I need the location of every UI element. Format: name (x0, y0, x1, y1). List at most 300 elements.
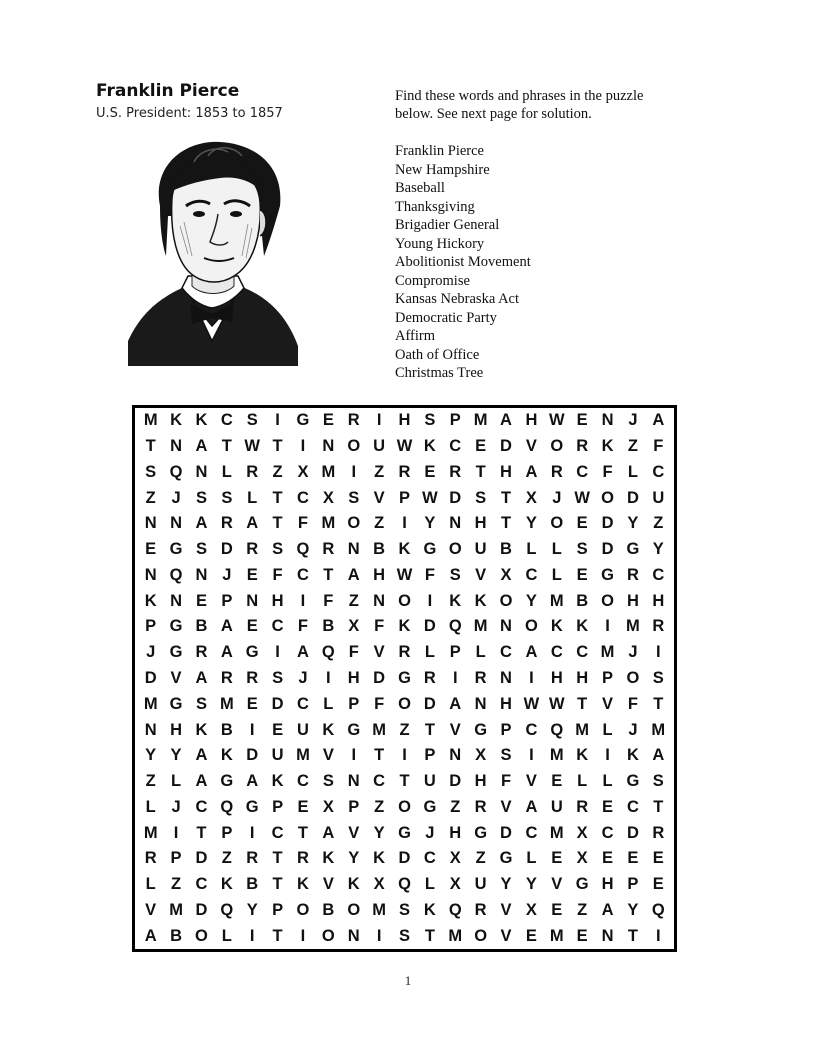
grid-letter[interactable]: I (249, 823, 255, 842)
grid-letter[interactable]: N (449, 514, 462, 533)
grid-letter[interactable]: O (296, 900, 310, 919)
grid-letter[interactable]: E (551, 849, 563, 868)
grid-letter[interactable]: L (526, 540, 537, 559)
grid-letter[interactable]: A (500, 411, 512, 430)
grid-letter[interactable]: F (424, 565, 435, 584)
grid-letter[interactable]: C (297, 772, 309, 791)
grid-letter[interactable]: U (652, 488, 665, 507)
grid-letter[interactable]: C (195, 875, 208, 894)
grid-letter[interactable]: N (347, 772, 360, 791)
grid-letter[interactable]: C (449, 437, 462, 456)
grid-letter[interactable]: D (195, 900, 208, 919)
grid-letter[interactable]: M (321, 462, 336, 481)
grid-letter[interactable]: V (373, 643, 385, 662)
grid-letter[interactable]: J (171, 797, 181, 816)
grid-letter[interactable]: F (348, 643, 359, 662)
grid-letter[interactable]: G (347, 720, 361, 739)
grid-letter[interactable]: X (475, 746, 487, 765)
grid-letter[interactable]: V (500, 900, 512, 919)
grid-letter[interactable]: G (423, 540, 437, 559)
grid-letter[interactable]: K (271, 772, 284, 791)
grid-letter[interactable]: D (449, 772, 462, 791)
grid-letter[interactable]: W (548, 411, 565, 430)
grid-letter[interactable]: E (551, 900, 563, 919)
grid-letter[interactable]: Z (374, 797, 385, 816)
grid-letter[interactable]: T (221, 437, 232, 456)
grid-letter[interactable]: T (272, 875, 283, 894)
grid-letter[interactable]: T (272, 488, 283, 507)
grid-letter[interactable]: Z (272, 462, 283, 481)
grid-letter[interactable]: Q (220, 900, 234, 919)
grid-letter[interactable]: M (143, 694, 158, 713)
grid-letter[interactable]: I (351, 746, 357, 765)
grid-letter[interactable]: G (626, 540, 640, 559)
grid-letter[interactable]: F (374, 617, 385, 636)
grid-letter[interactable]: M (219, 694, 234, 713)
grid-letter[interactable]: V (170, 668, 182, 687)
grid-letter[interactable]: C (525, 720, 538, 739)
grid-letter[interactable]: W (574, 488, 590, 507)
grid-letter[interactable]: H (271, 591, 284, 610)
grid-letter[interactable]: I (275, 411, 280, 430)
grid-letter[interactable]: K (297, 875, 309, 894)
grid-letter[interactable]: K (195, 720, 208, 739)
grid-letter[interactable]: M (169, 900, 183, 919)
grid-letter[interactable]: I (656, 643, 661, 662)
grid-letter[interactable]: N (373, 591, 386, 610)
grid-letter[interactable]: K (576, 746, 589, 765)
grid-letter[interactable]: L (551, 565, 562, 584)
grid-letter[interactable]: E (525, 926, 537, 945)
grid-letter[interactable]: B (195, 617, 208, 636)
grid-letter[interactable]: N (170, 437, 183, 456)
grid-letter[interactable]: Y (170, 746, 182, 765)
grid-letter[interactable]: K (626, 746, 639, 765)
grid-letter[interactable]: E (322, 411, 334, 430)
grid-letter[interactable]: K (601, 437, 614, 456)
grid-letter[interactable]: O (550, 514, 564, 533)
grid-letter[interactable]: P (145, 617, 157, 636)
grid-letter[interactable]: Q (296, 540, 310, 559)
grid-letter[interactable]: A (195, 668, 208, 687)
grid-letter[interactable]: K (170, 411, 183, 430)
grid-letter[interactable]: K (449, 591, 462, 610)
grid-letter[interactable]: P (500, 720, 512, 739)
grid-letter[interactable]: D (500, 823, 512, 842)
grid-letter[interactable]: R (652, 823, 665, 842)
grid-letter[interactable]: A (449, 694, 462, 713)
grid-letter[interactable]: T (475, 462, 486, 481)
grid-letter[interactable]: R (246, 668, 259, 687)
grid-letter[interactable]: N (144, 720, 157, 739)
grid-letter[interactable]: K (322, 849, 335, 868)
grid-letter[interactable]: N (246, 591, 259, 610)
grid-letter[interactable]: V (602, 694, 614, 713)
grid-letter[interactable]: C (525, 565, 538, 584)
grid-letter[interactable]: X (322, 797, 334, 816)
grid-letter[interactable]: M (549, 591, 564, 610)
grid-letter[interactable]: G (169, 617, 183, 636)
grid-letter[interactable]: Z (221, 849, 232, 868)
grid-letter[interactable]: A (144, 926, 157, 945)
grid-letter[interactable]: E (602, 849, 614, 868)
grid-letter[interactable]: E (246, 617, 258, 636)
grid-letter[interactable]: D (601, 514, 614, 533)
grid-letter[interactable]: K (373, 849, 386, 868)
grid-letter[interactable]: Q (321, 643, 335, 662)
grid-letter[interactable]: H (449, 823, 462, 842)
grid-letter[interactable]: T (272, 514, 283, 533)
grid-letter[interactable]: R (246, 462, 259, 481)
grid-letter[interactable]: S (424, 411, 436, 430)
grid-letter[interactable]: C (652, 565, 665, 584)
grid-letter[interactable]: Y (525, 514, 537, 533)
grid-letter[interactable]: I (300, 926, 306, 945)
grid-letter[interactable]: I (605, 746, 610, 765)
grid-letter[interactable]: T (500, 514, 512, 533)
grid-letter[interactable]: N (500, 668, 512, 687)
grid-letter[interactable]: R (246, 849, 259, 868)
grid-letter[interactable]: E (551, 772, 563, 791)
grid-letter[interactable]: G (601, 565, 614, 584)
grid-letter[interactable]: Y (525, 591, 537, 610)
grid-letter[interactable]: G (169, 540, 183, 559)
grid-letter[interactable]: N (449, 746, 462, 765)
grid-letter[interactable]: I (656, 926, 661, 945)
grid-letter[interactable]: J (628, 643, 638, 662)
grid-letter[interactable]: M (143, 823, 158, 842)
grid-letter[interactable]: M (473, 411, 488, 430)
grid-letter[interactable]: O (398, 797, 411, 816)
grid-letter[interactable]: K (398, 617, 411, 636)
grid-letter[interactable]: R (576, 797, 589, 816)
grid-letter[interactable]: J (552, 488, 562, 507)
grid-letter[interactable]: P (398, 488, 410, 507)
grid-letter[interactable]: K (398, 540, 411, 559)
grid-letter[interactable]: Y (424, 514, 436, 533)
grid-letter[interactable]: I (249, 926, 255, 945)
grid-letter[interactable]: P (272, 900, 284, 919)
grid-letter[interactable]: O (499, 591, 513, 610)
grid-letter[interactable]: G (220, 772, 234, 791)
grid-letter[interactable]: U (423, 772, 436, 791)
grid-letter[interactable]: Y (525, 875, 537, 894)
grid-letter[interactable]: F (297, 514, 309, 533)
grid-letter[interactable]: R (297, 849, 309, 868)
grid-letter[interactable]: B (322, 900, 335, 919)
grid-letter[interactable]: U (271, 746, 284, 765)
grid-letter[interactable]: I (173, 823, 179, 842)
grid-letter[interactable]: Y (627, 514, 639, 533)
grid-letter[interactable]: N (144, 565, 157, 584)
grid-letter[interactable]: E (576, 926, 588, 945)
grid-letter[interactable]: S (221, 488, 233, 507)
grid-letter[interactable]: B (576, 591, 589, 610)
grid-letter[interactable]: D (626, 488, 639, 507)
grid-letter[interactable]: D (144, 668, 157, 687)
grid-letter[interactable]: I (402, 514, 407, 533)
grid-letter[interactable]: N (170, 514, 183, 533)
grid-letter[interactable]: N (144, 514, 157, 533)
grid-letter[interactable]: S (398, 926, 410, 945)
grid-letter[interactable]: L (551, 540, 562, 559)
grid-letter[interactable]: H (474, 772, 487, 791)
grid-letter[interactable]: J (628, 720, 638, 739)
grid-letter[interactable]: M (143, 411, 158, 430)
grid-letter[interactable]: R (246, 540, 259, 559)
grid-letter[interactable]: K (550, 617, 563, 636)
grid-letter[interactable]: A (195, 437, 208, 456)
grid-letter[interactable]: N (474, 694, 487, 713)
grid-letter[interactable]: H (373, 565, 386, 584)
grid-letter[interactable]: E (195, 591, 207, 610)
grid-letter[interactable]: L (602, 720, 613, 739)
grid-letter[interactable]: D (398, 849, 411, 868)
grid-letter[interactable]: Y (373, 823, 385, 842)
grid-letter[interactable]: P (272, 797, 284, 816)
grid-letter[interactable]: A (652, 411, 665, 430)
grid-letter[interactable]: Q (398, 875, 411, 894)
grid-letter[interactable]: L (577, 772, 588, 791)
grid-letter[interactable]: M (549, 926, 564, 945)
grid-letter[interactable]: U (297, 720, 309, 739)
grid-letter[interactable]: H (500, 462, 512, 481)
grid-letter[interactable]: G (245, 643, 259, 662)
grid-letter[interactable]: M (575, 720, 590, 739)
grid-letter[interactable]: S (449, 565, 461, 584)
grid-letter[interactable]: D (601, 540, 614, 559)
grid-letter[interactable]: P (221, 823, 233, 842)
grid-letter[interactable]: G (575, 875, 589, 894)
grid-letter[interactable]: D (246, 746, 259, 765)
grid-letter[interactable]: I (529, 746, 534, 765)
grid-letter[interactable]: P (170, 849, 182, 868)
grid-letter[interactable]: L (145, 875, 156, 894)
grid-letter[interactable]: V (551, 875, 563, 894)
grid-letter[interactable]: W (548, 694, 565, 713)
grid-letter[interactable]: O (347, 514, 361, 533)
grid-letter[interactable]: F (500, 772, 512, 791)
grid-letter[interactable]: A (322, 823, 335, 842)
grid-letter[interactable]: M (549, 746, 564, 765)
grid-letter[interactable]: S (500, 746, 512, 765)
grid-letter[interactable]: I (529, 668, 534, 687)
grid-letter[interactable]: M (321, 514, 336, 533)
grid-letter[interactable]: Z (450, 797, 461, 816)
grid-letter[interactable]: V (348, 823, 360, 842)
grid-letter[interactable]: T (627, 926, 638, 945)
grid-letter[interactable]: H (398, 411, 411, 430)
grid-letter[interactable]: P (424, 746, 436, 765)
grid-letter[interactable]: X (576, 823, 588, 842)
grid-letter[interactable]: J (146, 643, 156, 662)
grid-letter[interactable]: V (500, 797, 512, 816)
grid-letter[interactable]: K (322, 720, 335, 739)
grid-letter[interactable]: R (576, 437, 589, 456)
grid-letter[interactable]: X (297, 462, 309, 481)
grid-letter[interactable]: R (449, 462, 462, 481)
grid-letter[interactable]: R (398, 462, 411, 481)
grid-letter[interactable]: S (195, 488, 207, 507)
grid-letter[interactable]: N (500, 617, 512, 636)
grid-letter[interactable]: E (246, 565, 258, 584)
grid-letter[interactable]: T (272, 849, 283, 868)
grid-letter[interactable]: J (171, 488, 181, 507)
grid-letter[interactable]: C (271, 617, 284, 636)
grid-letter[interactable]: F (653, 437, 664, 456)
grid-letter[interactable]: G (398, 823, 411, 842)
grid-letter[interactable]: T (424, 720, 435, 739)
grid-letter[interactable]: B (373, 540, 386, 559)
grid-letter[interactable]: D (373, 668, 386, 687)
grid-letter[interactable]: R (626, 565, 639, 584)
grid-letter[interactable]: H (550, 668, 563, 687)
grid-letter[interactable]: T (297, 823, 309, 842)
grid-letter[interactable]: E (576, 514, 588, 533)
grid-letter[interactable]: C (525, 823, 538, 842)
grid-letter[interactable]: I (452, 668, 458, 687)
grid-letter[interactable]: W (244, 437, 260, 456)
grid-letter[interactable]: R (474, 668, 487, 687)
grid-letter[interactable]: P (348, 694, 360, 713)
grid-letter[interactable]: T (196, 823, 207, 842)
grid-letter[interactable]: G (169, 643, 183, 662)
grid-letter[interactable]: C (576, 643, 589, 662)
grid-letter[interactable]: S (145, 462, 157, 481)
grid-letter[interactable]: F (374, 694, 385, 713)
grid-letter[interactable]: O (601, 591, 614, 610)
grid-letter[interactable]: S (322, 772, 334, 791)
grid-letter[interactable]: F (627, 694, 638, 713)
grid-letter[interactable]: G (398, 668, 411, 687)
grid-letter[interactable]: U (373, 437, 386, 456)
grid-letter[interactable]: T (424, 926, 435, 945)
grid-letter[interactable]: V (145, 900, 157, 919)
grid-letter[interactable]: K (144, 591, 157, 610)
grid-letter[interactable]: H (652, 591, 665, 610)
grid-letter[interactable]: Z (374, 514, 385, 533)
grid-letter[interactable]: V (322, 746, 334, 765)
grid-letter[interactable]: N (195, 462, 208, 481)
grid-letter[interactable]: O (195, 926, 208, 945)
grid-letter[interactable]: J (628, 411, 638, 430)
grid-letter[interactable]: E (246, 694, 258, 713)
grid-letter[interactable]: H (601, 875, 614, 894)
grid-letter[interactable]: C (576, 462, 589, 481)
grid-letter[interactable]: Q (550, 720, 564, 739)
grid-letter[interactable]: U (474, 540, 487, 559)
grid-letter[interactable]: T (399, 772, 410, 791)
grid-letter[interactable]: H (347, 668, 360, 687)
grid-letter[interactable]: C (423, 849, 436, 868)
grid-letter[interactable]: N (601, 411, 614, 430)
grid-letter[interactable]: A (297, 643, 309, 662)
grid-letter[interactable]: D (423, 617, 436, 636)
grid-letter[interactable]: L (171, 772, 182, 791)
grid-letter[interactable]: C (601, 823, 614, 842)
grid-letter[interactable]: F (297, 617, 309, 636)
grid-letter[interactable]: V (525, 772, 537, 791)
grid-letter[interactable]: E (424, 462, 436, 481)
grid-letter[interactable]: J (222, 565, 232, 584)
grid-letter[interactable]: T (653, 694, 664, 713)
grid-letter[interactable]: Z (627, 437, 638, 456)
grid-letter[interactable]: M (651, 720, 666, 739)
grid-letter[interactable]: Q (651, 900, 665, 919)
grid-letter[interactable]: V (475, 565, 487, 584)
grid-letter[interactable]: K (220, 746, 233, 765)
grid-letter[interactable]: Y (652, 540, 664, 559)
grid-letter[interactable]: K (474, 591, 487, 610)
grid-letter[interactable]: Y (348, 849, 360, 868)
grid-letter[interactable]: U (550, 797, 563, 816)
grid-letter[interactable]: P (221, 591, 233, 610)
grid-letter[interactable]: I (326, 668, 331, 687)
grid-letter[interactable]: M (296, 746, 310, 765)
grid-letter[interactable]: N (347, 926, 360, 945)
grid-letter[interactable]: O (524, 617, 538, 636)
grid-letter[interactable]: M (372, 720, 386, 739)
grid-letter[interactable]: H (626, 591, 639, 610)
grid-letter[interactable]: N (195, 565, 208, 584)
grid-letter[interactable]: G (626, 772, 640, 791)
grid-letter[interactable]: R (398, 643, 411, 662)
grid-letter[interactable]: K (423, 900, 436, 919)
grid-letter[interactable]: A (525, 643, 538, 662)
grid-letter[interactable]: K (220, 875, 233, 894)
grid-letter[interactable]: O (626, 668, 640, 687)
grid-letter[interactable]: O (347, 437, 361, 456)
grid-letter[interactable]: O (550, 437, 564, 456)
grid-letter[interactable]: A (601, 900, 614, 919)
grid-letter[interactable]: C (626, 797, 639, 816)
grid-letter[interactable]: W (396, 437, 413, 456)
grid-letter[interactable]: M (600, 643, 615, 662)
grid-letter[interactable]: E (475, 437, 487, 456)
grid-letter[interactable]: I (249, 720, 255, 739)
grid-letter[interactable]: O (321, 926, 335, 945)
grid-letter[interactable]: R (474, 797, 487, 816)
grid-letter[interactable]: M (372, 900, 386, 919)
grid-letter[interactable]: S (475, 488, 487, 507)
grid-letter[interactable]: V (525, 437, 537, 456)
grid-letter[interactable]: R (322, 540, 335, 559)
grid-letter[interactable]: B (500, 540, 512, 559)
grid-letter[interactable]: I (275, 643, 280, 662)
grid-letter[interactable]: E (652, 849, 664, 868)
grid-letter[interactable]: R (195, 643, 208, 662)
grid-letter[interactable]: O (601, 488, 614, 507)
grid-letter[interactable]: M (448, 926, 463, 945)
grid-letter[interactable]: P (602, 668, 614, 687)
grid-letter[interactable]: S (246, 411, 258, 430)
grid-letter[interactable]: K (195, 411, 208, 430)
grid-letter[interactable]: Y (145, 746, 157, 765)
grid-letter[interactable]: L (221, 926, 232, 945)
grid-letter[interactable]: L (475, 643, 486, 662)
grid-letter[interactable]: R (550, 462, 563, 481)
grid-letter[interactable]: D (271, 694, 284, 713)
grid-letter[interactable]: D (220, 540, 233, 559)
grid-letter[interactable]: A (347, 565, 360, 584)
grid-letter[interactable]: V (373, 488, 385, 507)
grid-letter[interactable]: C (500, 643, 512, 662)
grid-letter[interactable]: E (652, 875, 664, 894)
grid-letter[interactable]: E (576, 565, 588, 584)
grid-letter[interactable]: S (652, 772, 664, 791)
grid-letter[interactable]: L (145, 797, 156, 816)
grid-letter[interactable]: C (220, 411, 233, 430)
